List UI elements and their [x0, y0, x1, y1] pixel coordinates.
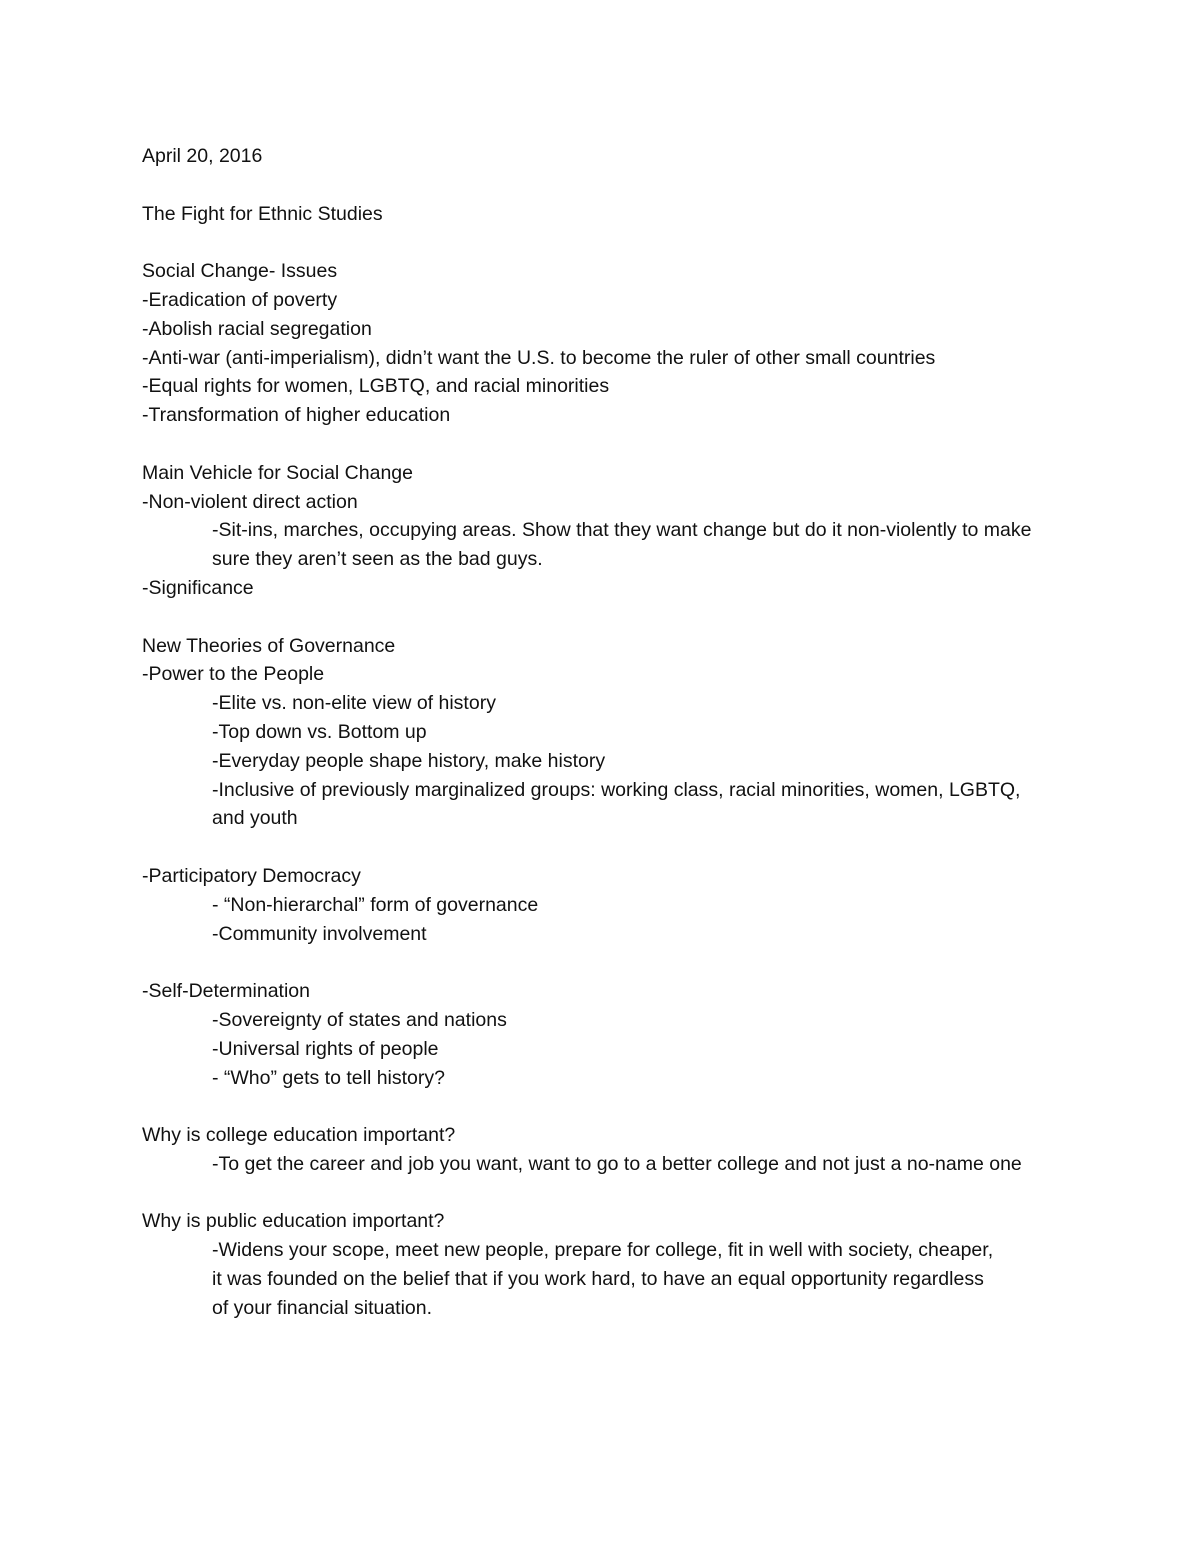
- spacer: [142, 948, 1082, 977]
- sub-list-item: -Sovereignty of states and nations: [212, 1008, 507, 1031]
- answer-text: -To get the career and job you want, want to go to a better college and not just a no-name one: [212, 1152, 1022, 1175]
- sub-list-item: -Inclusive of previously marginalized groups: working class, racial minorities, women, LGBTQ, and youth: [212, 778, 1021, 830]
- list-item: -Power to the People: [142, 663, 325, 686]
- section-heading-new-theories: New Theories of Governance: [142, 634, 396, 657]
- sub-list-item: -Universal rights of people: [212, 1037, 439, 1060]
- document-date: April 20, 2016: [142, 145, 263, 167]
- sub-list-item: - “Who” gets to tell history?: [212, 1066, 445, 1089]
- section-heading-social-change: Social Change- Issues: [142, 260, 338, 283]
- list-item: -Significance: [142, 576, 254, 599]
- document-body: [142, 142, 1082, 1323]
- sub-list-item: -Sit-ins, marches, occupying areas. Show that they want change but do it non-violently to make sure they aren’t seen as the bad guys.: [212, 519, 1032, 571]
- spacer: [142, 1092, 1082, 1121]
- list-item: -Transformation of higher education: [142, 404, 451, 427]
- spacer: [142, 430, 1082, 459]
- spacer: [142, 228, 1082, 257]
- list-item: -Abolish racial segregation: [142, 317, 372, 340]
- sub-list-item: -Community involvement: [212, 922, 427, 945]
- section-heading-public: Why is public education important?: [142, 1210, 445, 1233]
- list-item: -Participatory Democracy: [142, 864, 361, 887]
- document-title: The Fight for Ethnic Studies: [142, 202, 383, 225]
- list-item: -Non-violent direct action: [142, 490, 358, 513]
- list-item: -Eradication of poverty: [142, 288, 338, 311]
- list-item: -Anti-war (anti-imperialism), didn’t want the U.S. to become the ruler of other small countries: [142, 346, 936, 369]
- list-item: -Equal rights for women, LGBTQ, and racial minorities: [142, 375, 610, 398]
- section-heading-college: Why is college education important?: [142, 1124, 456, 1147]
- sub-list-item: - “Non-hierarchal” form of governance: [212, 893, 539, 916]
- spacer: [142, 1179, 1082, 1208]
- spacer: [142, 171, 1082, 200]
- sub-list-item: -Top down vs. Bottom up: [212, 720, 427, 743]
- section-heading-main-vehicle: Main Vehicle for Social Change: [142, 461, 413, 484]
- sub-list-item: -Everyday people shape history, make history: [212, 749, 606, 772]
- answer-text: -Widens your scope, meet new people, prepare for college, fit in well with society, cheaper, it was founded on the belief that if you work hard, to have an equal opportunity regardless of your financial situation.: [212, 1239, 994, 1319]
- spacer: [142, 603, 1082, 632]
- spacer: [142, 833, 1082, 862]
- sub-list-item: -Elite vs. non-elite view of history: [212, 692, 496, 715]
- list-item: -Self-Determination: [142, 980, 310, 1003]
